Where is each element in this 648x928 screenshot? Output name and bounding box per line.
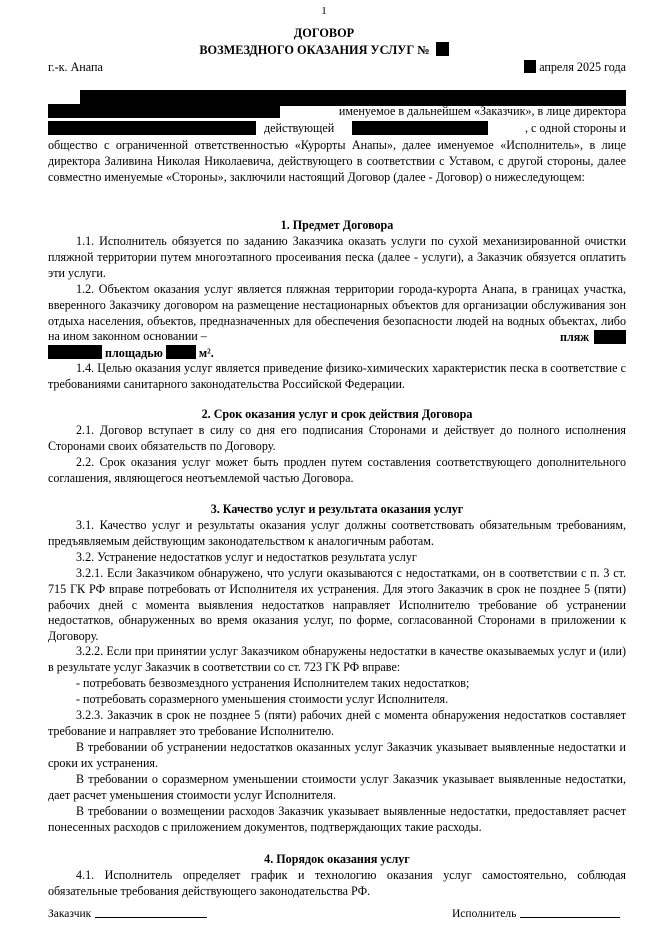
section-3-heading: 3. Качество услуг и результата оказания услуг <box>210 502 464 516</box>
beach-area <box>48 345 214 362</box>
area-label: площадью <box>105 346 163 360</box>
contractor-label: Исполнитель <box>452 908 517 920</box>
redacted-beach-name <box>594 330 626 344</box>
bullet-1: - потребовать безвозмездного устранения Исполнителем таких недостатков; <box>76 676 470 690</box>
bullet-2: - потребовать соразмерного уменьшения стоимости услуг Исполнителя. <box>76 692 449 706</box>
customer-label: Заказчик <box>48 908 92 920</box>
redacted-number <box>436 42 449 56</box>
section-4-heading: 4. Порядок оказания услуг <box>264 852 410 866</box>
clause-2-2: 2.2. Срок оказания услуг может быть продлен путем составления соответствующего дополнительного соглашения, являющегося неотъемлемой частью Договора. <box>48 455 626 485</box>
document-subtitle-text: ВОЗМЕЗДНОГО ОКАЗАНИЯ УСЛУГ № <box>199 43 430 57</box>
clause-3-2-2: 3.2.2. Если при принятии услуг Заказчиком обнаружены недостатки в качестве оказываемых услуг и (или) в результате услуг Заказчик в соответствии со ст. 723 ГК РФ вправе: <box>48 644 626 674</box>
page-number: 1 <box>321 5 327 17</box>
document-subtitle <box>0 42 648 59</box>
preamble-paragraph: общество с ограниченной ответственностью «Курорты Анапы», далее именуемое «Исполнитель», в лице директора Заливина Николая Николаевича, действующего в соответствии с Уставом, с другой стороны, далее совместно именуемые «Стороны», заключили настоящий Договор (далее - Договор) о нижеследующем: <box>48 138 626 184</box>
signature-line <box>95 906 207 918</box>
redacted-block <box>352 121 488 135</box>
clause-1-2: 1.2. Объектом оказания услуг является пляжная территории города-курорта Анапа, в границах участка, вверенного Заказчику договором на размещение нестационарных объектов для организации обслуживания зон отдыха населения, объектов, предназначенных для обеспечения безопасности людей на водных объектах, либо на ином законном основании – <box>48 282 626 344</box>
redacted-area <box>166 345 196 359</box>
preamble-line-1: именуемое в дальнейшем «Заказчик», в лице директора <box>338 104 626 118</box>
document-title: ДОГОВОР <box>293 26 355 40</box>
clause-3-2: 3.2. Устранение недостатков услуг и недостатков результата услуг <box>76 550 417 564</box>
beach-label: пляж <box>560 330 590 344</box>
clause-3-2-1: 3.2.1. Если Заказчиком обнаружено, что услуги оказываются с недостатками, он в соответствии с п. 3 ст. 715 ГК РФ вправе потребовать от Исполнителя их устранения. Для этого Заказчик в срок не позднее 5 (пяти) рабочих дней с момента выявления недостатков направляет Исполнителю требование об устранении недостатков, обнаруженных во время оказания услуг, по форме, согласованной Сторонами в приложении к Договору. <box>48 566 626 644</box>
area-unit: м². <box>198 346 214 360</box>
requirement-remedy: В требовании об устранении недостатков оказанных услуг Заказчик указывает выявленные недостатки и сроки их устранения. <box>48 740 626 770</box>
signature-line <box>520 906 620 918</box>
section-1-heading: 1. Предмет Договора <box>280 218 394 232</box>
clause-3-1: 3.1. Качество услуг и результаты оказания услуг должны соответствовать обязательным требованиям, предъявляемым действующим законодательством к аналогичным работам. <box>48 518 626 548</box>
redacted-beach-name <box>48 345 102 359</box>
contract-date <box>524 60 626 76</box>
section-2-heading: 2. Срок оказания услуг и срок действия Договора <box>201 407 473 421</box>
requirement-expenses: В требовании о возмещении расходов Заказчик указывает выявленные недостатки, предоставляет расчет понесенных расходов с приложением документов, подтверждающих такие расходы. <box>48 804 626 834</box>
clause-4-1: 4.1. Исполнитель определяет график и технологию оказания услуг самостоятельно, соблюдая обязательные требования действующего законодательства РФ. <box>48 868 626 898</box>
city: г.-к. Анапа <box>48 60 103 74</box>
requirement-price-reduction: В требовании о соразмерном уменьшении стоимости услуг Заказчик указывает выявленные недостатки, дает расчет уменьшения стоимости услуг Исполнителя. <box>48 772 626 802</box>
contractor-signature <box>452 906 620 923</box>
redacted-block <box>48 104 280 118</box>
clause-1-4: 1.4. Целью оказания услуг является приведение физико-химических характеристик песка в соответствие с требованиями санитарного законодательства Российской Федерации. <box>48 361 626 391</box>
clause-3-2-3: 3.2.3. Заказчик в срок не позднее 5 (пяти) рабочих дней с момента обнаружения недостатков составляет требование и направляет это требование Исполнителю. <box>48 708 626 738</box>
preamble-acting: действующей <box>264 121 335 135</box>
clause-1-1: 1.1. Исполнитель обязуется по заданию Заказчика оказать услуги по сухой механизированной очистки пляжной территории путем многоэтапного просеивания песка (далее - услуги), а Заказчик обязуется оплатить эти услуги. <box>48 234 626 280</box>
clause-2-1: 2.1. Договор вступает в силу со дня его подписания Сторонами и действует до полного исполнения Сторонами своих обязательств по Договору. <box>48 423 626 453</box>
redacted-block <box>48 121 256 135</box>
customer-signature <box>48 906 207 923</box>
preamble-one-side: , с одной стороны и <box>524 121 626 135</box>
contract-date-text: апреля 2025 года <box>539 60 626 74</box>
redacted-day <box>524 60 536 73</box>
